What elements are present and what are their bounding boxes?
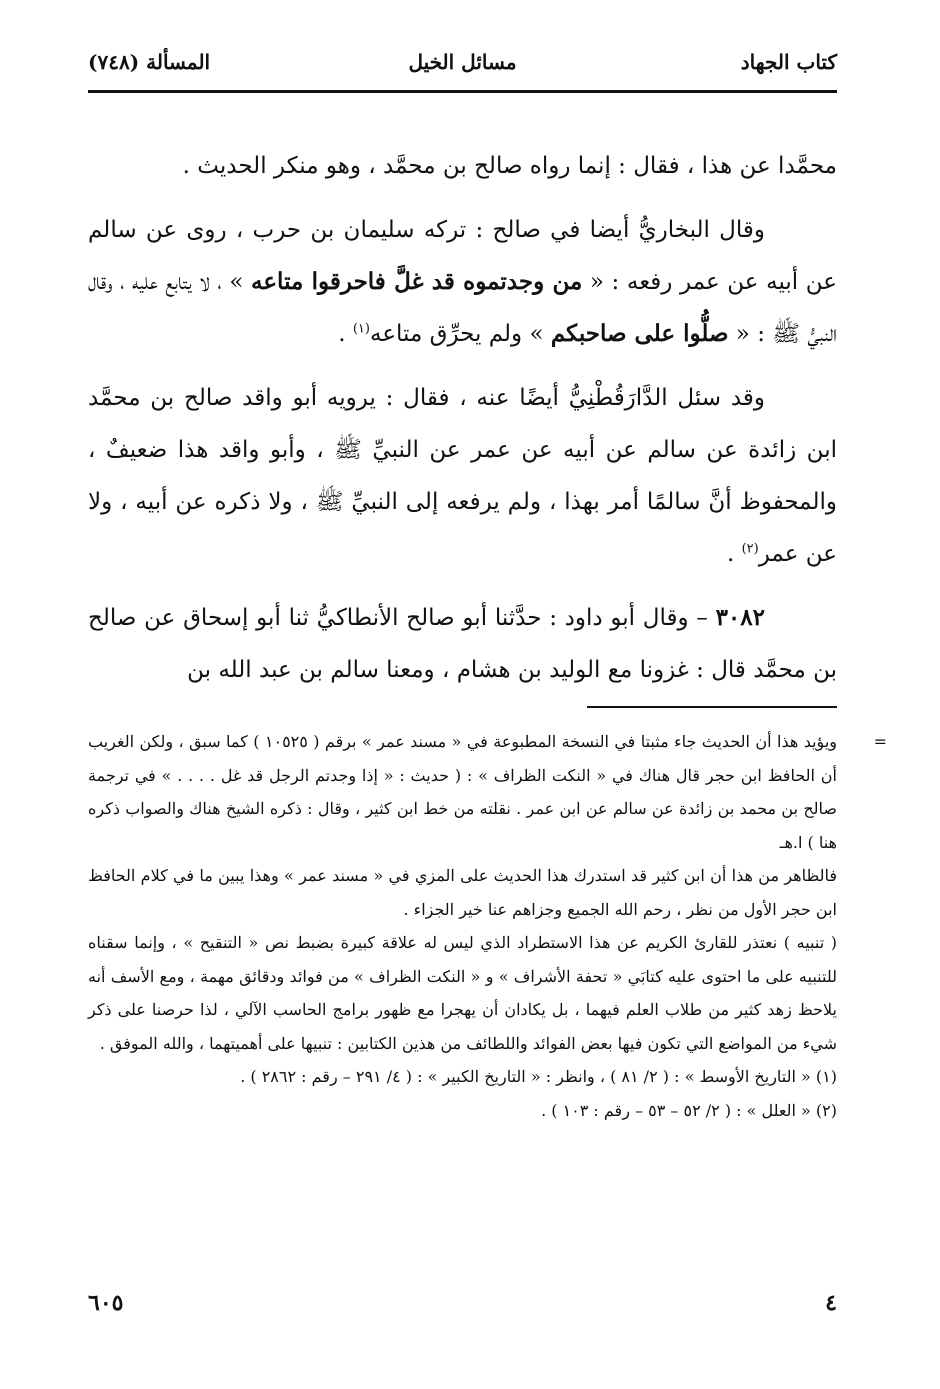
footnote-continuation-2 — [88, 859, 837, 926]
footnote-continuation-1-text: ويؤيد هذا أن الحديث جاء مثبتا في النسخة المطبوعة في « مسند عمر » برقم ( ١٠٥٢٥ ) كما سبق ، ولكن الغريب أن الحافظ ابن حجر قال هناك في « النكت الظراف » : ( حديث : « إذا وجدتم الرجل قد غل . . . . » في ترجمة صالح بن محمد بن زائدة عن سالم عن ابن عمر . نقلته من خط ابن كثير ، وقال : ذكره الشيخ هناك والصواب ذكره هنا ) ا.هـ — [88, 732, 837, 852]
footnote-ref-1[interactable]: (١) — [352, 321, 370, 337]
quoted-hadith-1: من وجدتموه قد غلَّ فاحرقوا متاعه — [251, 268, 583, 295]
footnote-1 — [88, 1060, 837, 1094]
footnote-1-text: (١) « التاريخ الأوسط » : ( ٢/ ٨١ ) ، وانظر : « التاريخ الكبير » : ( ٤/ ٢٩١ – رقم : ٢٨٦٢ ) . — [240, 1067, 837, 1086]
footnote-ref-2[interactable]: (٢) — [741, 541, 759, 557]
paragraph-4-text: – وقال أبو داود : حدَّثنا أبو صالح الأنطاكيُّ ثنا أبو إسحاق عن صالح بن محمَّد قال : غزونا مع الوليد بن هشام ، ومعنا سالم بن عبد الله بن — [88, 605, 837, 683]
page-footer — [88, 1290, 837, 1330]
footnote-note-text: ( تنبيه ) نعتذر للقارئ الكريم عن هذا الاستطراد الذي ليس له علاقة كبيرة بضبط نص « التنقيح » ، وإنما سقناه للتنبيه على ما احتوى عليه كتابَي « تحفة الأشراف » و « النكت الظراف » من فوائد ودقائق مهمة ، ومع الأسف أنه يلاحظ زهد كثير من طلاب العلم فيهما ، بل يكادان أن يهجرا مع ظهور برامج الحاسب الآلي ، لذا حرصنا على ذكر شيء من المواضع التي تكون فيها بعض الفوائد واللطائف من هذين الكتابين : تنبيها على أهميتهما ، والله الموفق . — [88, 933, 838, 1053]
running-header — [88, 40, 837, 80]
paragraph-2-text-b: » ، لا يتابع عليه ، وقال النبيُّ ﷺ : « — [88, 269, 837, 347]
quoted-hadith-2: صلُّوا على صاحبكم — [550, 320, 729, 347]
paragraph-4 — [88, 592, 837, 696]
continuation-marker: = — [873, 732, 887, 751]
paragraph-2-text-a: وقال البخاريُّ أيضا في صالح : تركه سليمان بن حرب ، روى عن سالم عن أبيه عن عمر رفعه : « — [88, 217, 838, 295]
hadith-number: ٣٠٨٢ — [715, 604, 765, 631]
footnote-2 — [88, 1094, 837, 1128]
paragraph-1-text: محمَّدا عن هذا ، فقال : إنما رواه صالح بن محمَّد ، وهو منكر الحديث . — [182, 153, 837, 179]
page-number: ٦٠٥ — [88, 1290, 124, 1316]
header-chapter-title: مسائل الخيل — [408, 50, 517, 74]
paragraph-3-text: وقد سئل الدَّارَقُطْنِيُّ أيضًا عنه ، فقال : يرويه أبو واقد صالح بن محمَّد ابن زائدة عن سالم عن أبيه عن عمر عن النبيِّ ﷺ ، وأبو واقد هذا ضعيفٌ ، والمحفوظ أنَّ سالمًا أمر بهذا ، ولم يرفعه إلى النبيِّ ﷺ ، ولا ذكره عن أبيه ، ولا عن عمر — [88, 385, 837, 567]
footnote-divider — [587, 706, 837, 708]
footnote-continuation-2-text: فالظاهر من هذا أن ابن كثير قد استدرك هذا الحديث على المزي في « مسند عمر » وهذا يبين ما في كلام الحافظ ابن حجر الأول من نظر ، رحم الله الجميع وجزاهم عنا خير الجزاء . — [88, 866, 837, 919]
footnotes-section — [88, 725, 887, 1127]
header-book-title: كتاب الجهاد — [740, 50, 837, 74]
paragraph-2 — [88, 204, 837, 360]
footnote-continuation-1 — [88, 725, 887, 859]
header-divider — [88, 90, 837, 93]
paragraph-3 — [88, 372, 837, 580]
paragraph-1 — [88, 140, 837, 192]
footnote-note — [88, 926, 837, 1060]
paragraph-3-end: . — [726, 541, 742, 567]
paragraph-2-text-c: » ولم يحرِّق متاعه — [369, 321, 551, 347]
header-issue-number: المسألة (٧٤٨) — [88, 50, 211, 74]
volume-number: ٤ — [825, 1290, 837, 1316]
paragraph-2-end: . — [338, 321, 353, 347]
footnote-2-text: (٢) « العلل » : ( ٢/ ٥٢ – ٥٣ – رقم : ١٠٣ ) . — [541, 1100, 837, 1120]
main-text — [88, 140, 837, 708]
